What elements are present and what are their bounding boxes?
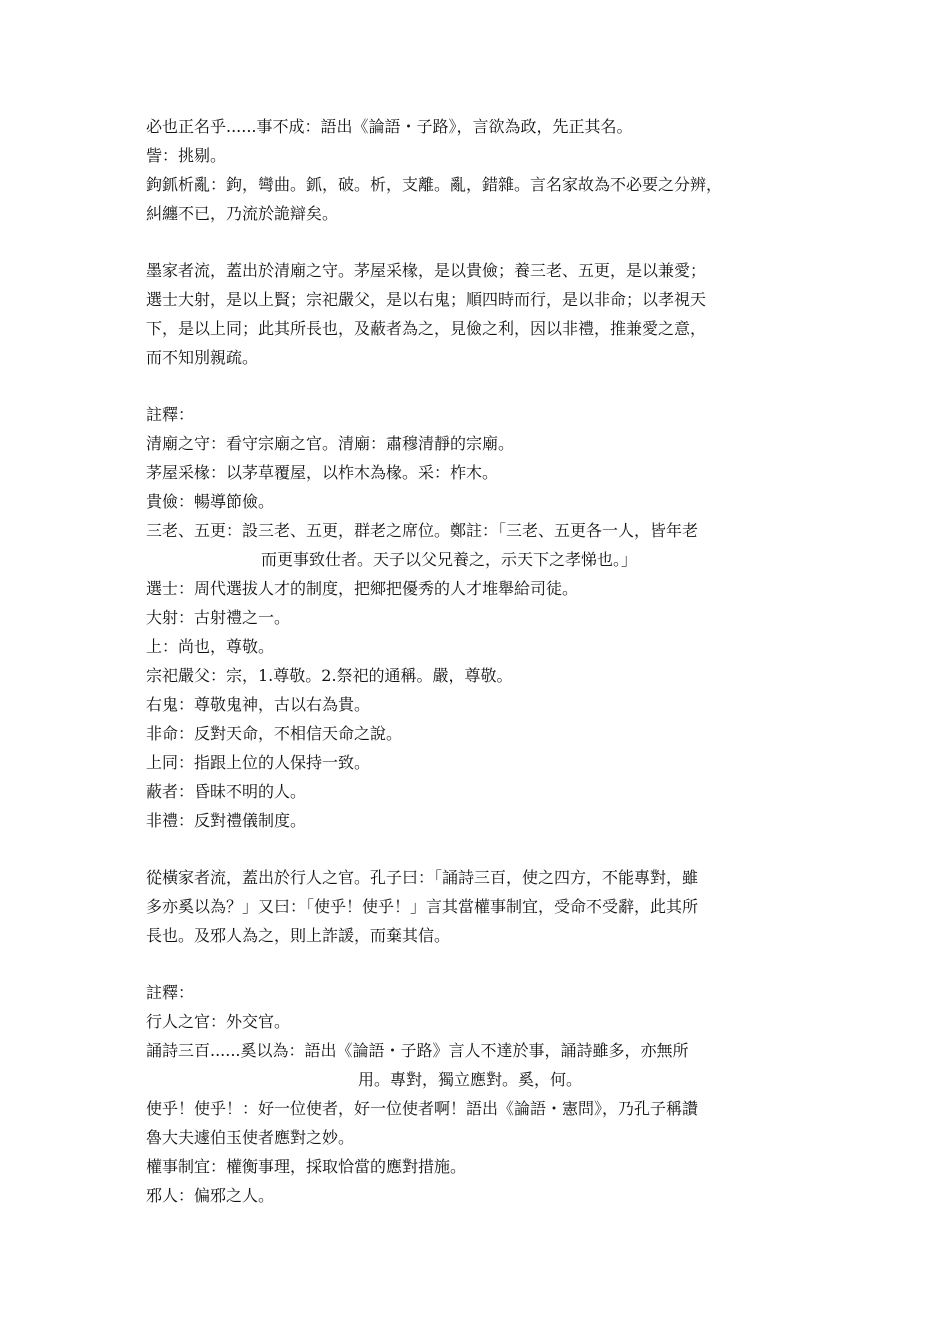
- note-item: 貴儉：暢導節儉。: [146, 492, 275, 511]
- note-item-continuation: 魯大夫遽伯玉使者應對之妙。: [146, 1128, 355, 1147]
- note-item: 邪人：偏邪之人。: [146, 1186, 275, 1205]
- zhengming-notes: [146, 112, 810, 228]
- note-item: 蔽者：昏昧不明的人。: [146, 782, 307, 801]
- note-item-continuation: 用。專對，獨立應對。奚，何。: [358, 1070, 583, 1089]
- paragraph-gap: [146, 835, 810, 863]
- text-line: 糾纏不已，乃流於詭辯矣。: [146, 204, 339, 223]
- text-line: 從橫家者流，蓋出於行人之官。孔子曰：「誦詩三百，使之四方，不能專對，雖: [146, 868, 699, 887]
- text-line: 必也正名乎......事不成：語出《論語・子路》，言欲為政，先正其名。: [146, 117, 633, 136]
- note-item: 三老、五更：設三老、五更，群老之席位。鄭註：「三老、五更各一人，皆年老: [146, 521, 699, 540]
- note-item-continuation: 而更事致仕者。天子以父兄養之，示天下之孝悌也。」: [261, 550, 638, 569]
- notes-heading: 註釋：: [146, 983, 195, 1002]
- note-item: 大射：古射禮之一。: [146, 608, 291, 627]
- text-line: 下，是以上同；此其所長也，及蔽者為之，見儉之利，因以非禮，推兼愛之意，: [146, 319, 707, 338]
- note-item: 上同：指跟上位的人保持一致。: [146, 753, 371, 772]
- note-item: 權事制宜：權衡事理，採取恰當的應對措施。: [146, 1157, 467, 1176]
- note-item: 選士：周代選拔人才的制度，把鄉把優秀的人才堆舉給司徒。: [146, 579, 579, 598]
- text-line: 而不知別親疏。: [146, 348, 259, 367]
- note-item: 行人之官：外交官。: [146, 1012, 291, 1031]
- paragraph-gap: [146, 950, 810, 978]
- text-line: 墨家者流，蓋出於清廟之守。茅屋采椽，是以貴儉；養三老、五更，是以兼愛；: [146, 261, 707, 280]
- note-item: 清廟之守：看守宗廟之官。清廟：肅穆清靜的宗廟。: [146, 434, 515, 453]
- note-item: 茅屋采椽：以茅草覆屋，以柞木為椽。采：柞木。: [146, 463, 499, 482]
- text-line: 選士大射，是以上賢；宗祀嚴父，是以右鬼；順四時而行，是以非命；以孝視天: [146, 290, 707, 309]
- note-item: 誦詩三百......奚以為：語出《論語・子路》言人不達於事，誦詩雖多，亦無所: [146, 1041, 689, 1060]
- note-item: 非命：反對天命，不相信天命之說。: [146, 724, 403, 743]
- note-item: 上：尚也，尊敬。: [146, 637, 275, 656]
- paragraph-gap: [146, 372, 810, 400]
- diplomat-paragraph: [146, 863, 810, 950]
- document-page: [146, 112, 810, 1210]
- text-line: 長也。及邪人為之，則上詐諼，而棄其信。: [146, 926, 451, 945]
- diplomat-notes: [146, 978, 810, 1210]
- mohist-paragraph: [146, 256, 810, 372]
- text-line: 訾：挑剔。: [146, 146, 227, 165]
- text-line: 鉤釽析亂：鉤，彎曲。釽，破。析，支離。亂，錯雜。言名家故為不必要之分辨，: [146, 175, 723, 194]
- paragraph-gap: [146, 228, 810, 256]
- note-item: 非禮：反對禮儀制度。: [146, 811, 307, 830]
- text-line: 多亦奚以為？」又曰：「使乎！使乎！」言其當權事制宜，受命不受辭，此其所: [146, 897, 699, 916]
- note-item: 右鬼：尊敬鬼神，古以右為貴。: [146, 695, 371, 714]
- notes-heading: 註釋：: [146, 405, 195, 424]
- note-item: 宗祀嚴父：宗，1.尊敬。2.祭祀的通稱。嚴，尊敬。: [146, 666, 513, 685]
- mohist-notes: [146, 400, 810, 835]
- note-item: 使乎！使乎！：好一位使者，好一位使者啊！語出《論語・憲問》，乃孔子稱讚: [146, 1099, 699, 1118]
